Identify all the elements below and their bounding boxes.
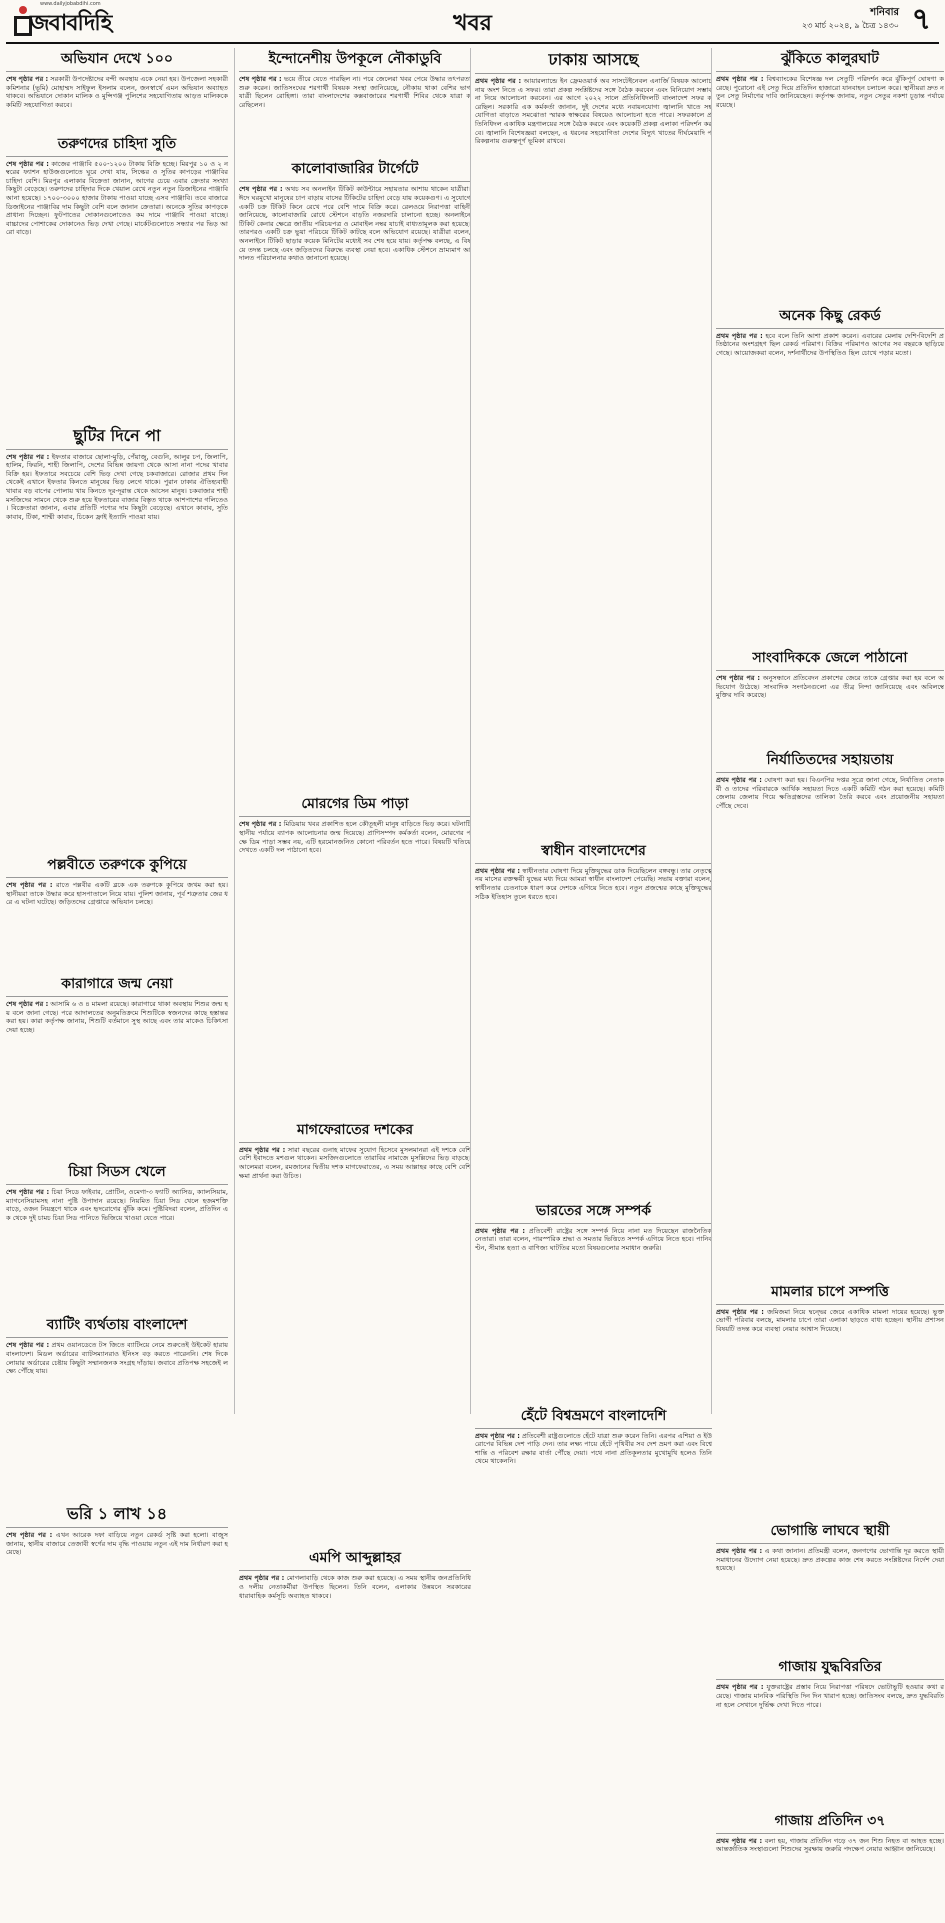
continuation-label: শেষ পৃষ্ঠার পর : xyxy=(239,820,282,829)
article xyxy=(6,48,228,127)
continuation-label: প্রথম পৃষ্ঠার পর : xyxy=(716,75,764,83)
article xyxy=(475,840,712,1194)
article-text: রাতে পল্লবীর একটি ব্লকে এক তরুণকে কুপিয়ে জখম করা হয়। স্থানীয়রা তাকে উদ্ধার করে হাসপাতালে নিয়ে যায়। পুলিশ জানায়, পূর্ব শত্রুতার জের ধরে এ ঘটনা ঘটেছে। জড়িতদের গ্রেপ্তারে অভিযান চলছে। xyxy=(6,881,228,907)
article-columns xyxy=(6,48,944,1854)
continuation-label: প্রথম পৃষ্ঠার পর : xyxy=(716,775,762,784)
article-text: এখন আরেক দফা বাড়িয়ে নতুন রেকর্ড সৃষ্টি করা হলো। বাজুস জানায়, স্থানীয় বাজারে তেজাবী স্বর্ণের দাম বৃদ্ধি পাওয়ায় নতুন এই দাম নির্ধারণ করা হয়েছে। xyxy=(6,1531,228,1557)
masthead xyxy=(6,0,939,44)
continuation-label: প্রথম পৃষ্ঠার পর : xyxy=(716,1547,763,1556)
article-headline[interactable]: মোরগের ডিম পাড়া xyxy=(239,793,471,817)
continuation-label: শেষ পৃষ্ঠার পর : xyxy=(716,674,761,683)
article xyxy=(6,1502,228,1600)
article-text: হবে বলে তিনি আশা প্রকাশ করেন। এবারের মেলায় দেশি-বিদেশি প্রতিষ্ঠানের অংশগ্রহণ ছিল রেকর্ড পরিমাণ। বিক্রির পরিমাণও আগের সব বছরকে ছাড়িয়ে গেছে। আয়োজকরা বলেন, দর্শনার্থীদের উপস্থিতিও ছিল চোখে পড়ার মতো। xyxy=(716,331,944,357)
article-text: মিডিয়ায় খবর প্রকাশিত হলে কৌতূহলী মানুষ বাড়িতে ভিড় করে। ঘটনাটি স্থানীয় পর্যায়ে ব্যাপক আলোচনার জন্ম দিয়েছে। প্রাণিসম্পদ কর্মকর্তা বলেন, মোরগের পক্ষে ডিম পাড়া সম্ভব নয়, এটি হরমোনজনিত কোনো পরিবর্তন হতে পারে। বিষয়টি খতিয়ে দেখতে একটি দল পাঠানো হবে। xyxy=(239,820,471,855)
article-body xyxy=(716,332,944,642)
article xyxy=(475,48,712,834)
article-text: আসামি ৬ ও ৪ মামলা রয়েছে। কারাগারে থাকা অবস্থায় শিশুর জন্ম হয় বলে জানা গেছে। পরে আদালতের অনুমতিক্রমে শিশুটিকে স্বজনদের কাছে হস্তান্তর করা হয়। কারা কর্তৃপক্ষ জানায়, শিশুটি বর্তমানে সুস্থ আছে এবং তার মাকেও চিকিৎসা দেয়া হচ্ছে। xyxy=(6,1000,228,1034)
article xyxy=(6,854,228,967)
article xyxy=(6,1314,228,1496)
continuation-label: শেষ পৃষ্ঠার পর : xyxy=(6,1187,50,1196)
article-headline[interactable]: তরুণদের চাহিদা সুতি xyxy=(6,133,228,157)
article-headline[interactable]: ভরি ১ লাখ ১৪ xyxy=(6,1502,228,1528)
article-body xyxy=(716,1308,944,1514)
article xyxy=(716,749,944,1275)
article-body xyxy=(475,867,712,1194)
article-body xyxy=(239,1574,471,1677)
article-body xyxy=(239,820,471,1112)
article-text: স্বাধীনতার ঘোষণা দিয়ে মুক্তিযুদ্ধের ডাক দিয়েছিলেন বঙ্গবন্ধু। তার নেতৃত্বে নয় মাসের রক্তক্ষয়ী যুদ্ধের মধ্য দিয়ে আমরা স্বাধীন বাংলাদেশ পেয়েছি। সভায় বক্তারা বলেন, স্বাধীনতার চেতনাকে ধারণ করে দেশকে এগিয়ে নিতে হবে। নতুন প্রজন্মের কাছে মুক্তিযুদ্ধের সঠিক ইতিহাস তুলে ধরতে হবে। xyxy=(475,866,712,901)
article-body xyxy=(716,1837,944,1923)
article-headline[interactable]: সাংবাদিককে জেলে পাঠানো xyxy=(716,647,944,671)
column-3 xyxy=(470,48,713,1466)
article xyxy=(716,48,944,299)
issue-date: ২৩ মার্চ ২০২৪, ৯ চৈত্র ১৪৩০ xyxy=(802,21,899,30)
column-2 xyxy=(234,48,472,1600)
article xyxy=(239,793,471,1112)
article-headline[interactable]: ঝুঁকিতে কালুরঘাট xyxy=(716,48,944,72)
article xyxy=(6,424,228,849)
article-headline[interactable]: ব্যাটিং ব্যর্থতায় বাংলাদেশ xyxy=(6,1314,228,1338)
article-body xyxy=(239,185,471,787)
article-headline[interactable]: নির্যাতিতদের সহায়তায় xyxy=(716,749,944,773)
article-text: বিশ্বব্যাংকের বিশেষজ্ঞ দল সেতুটি পরিদর্শন করে ঝুঁকিপূর্ণ ঘোষণা করেছে। পুরোনো এই সেতু দিয়ে প্রতিদিন হাজারো যানবাহন চলাচল করে। স্থানীয়রা দ্রুত নতুন সেতু নির্মাণের দাবি জানিয়েছেন। কর্তৃপক্ষ জানায়, নতুন সেতুর নকশা চূড়ান্ত পর্যায়ে রয়েছে। xyxy=(716,75,944,109)
article-headline[interactable]: ইন্দোনেশীয় উপকূলে নৌকাডুবি xyxy=(239,48,471,72)
article-text: যুক্তরাষ্ট্রের প্রস্তাব নিয়ে নিরাপত্তা পরিষদে ভোটাভুটি হওয়ার কথা রয়েছে। গাজায় মানবিক পরিস্থিতি দিন দিন খারাপ হচ্ছে। জাতিসংঘ বলছে, দ্রুত যুদ্ধবিরতি না হলে সেখানে দুর্ভিক্ষ দেখা দিতে পারে। xyxy=(716,1683,944,1709)
article-headline[interactable]: কালোবাজারির টার্গেটে xyxy=(239,158,471,182)
article-body xyxy=(6,1188,228,1308)
article-headline[interactable]: চিয়া সিডস খেলে xyxy=(6,1161,228,1185)
article xyxy=(6,973,228,1155)
article xyxy=(239,48,471,152)
article xyxy=(6,133,228,418)
continuation-label: প্রথম পৃষ্ঠার পর : xyxy=(716,331,763,340)
article xyxy=(716,647,944,743)
continuation-label: শেষ পৃষ্ঠার পর : xyxy=(239,185,283,194)
article-text: ইফতার বাজারে ছোলা-মুড়ি, পেঁয়াজু, বেগুনি, আলুর চপ, জিলাপি, হালিম, ফিরনি, শাহী জিলাপি, দেশের বিভিন্ন জায়গা থেকে আসা নানা পদের খাবার বিক্রি হয়। ইফতারে সবচেয়ে বেশি ভিড় দেখা গেছে চকবাজারে। রোজার প্রথম দিন থেকেই এখানে ইফতার কিনতে মানুষের ভিড় লেগে থাকে। পুরান ঢাকার ঐতিহ্যবাহী খাবার বড় বাপের পোলায় খায় কিনতে দূর-দূরান্ত থেকে আসেন মানুষ। চকবাজার শাহী মসজিদের সামনে থেকে শুরু হয়ে ইফতারের বাজার বিস্তৃত থাকে আশপাশের গলিতেও। বিক্রেতারা জানান, এবার প্রতিটি পণ্যের দাম কিছুটা বেড়েছে। এখানে কাবাব, সুতি কাবাব, টিকা, শাম্মী কাবাব, চিকেন ফ্রাই ইত্যাদি পাওয়া যায়। xyxy=(6,452,228,521)
logo-text: জবাবদিহি xyxy=(30,11,112,36)
page-number: ৭ xyxy=(911,2,931,37)
continuation-label: শেষ পৃষ্ঠার পর : xyxy=(6,881,53,890)
continuation-label: শেষ পৃষ্ঠার পর : xyxy=(6,1000,49,1009)
continuation-label: শেষ পৃষ্ঠার পর : xyxy=(6,159,49,168)
article-text: চিয়া সিডে ফাইবার, প্রোটিন, ওমেগা-৩ ফ্যাটি অ্যাসিড, ক্যালসিয়াম, ম্যাগনেসিয়ামসহ নানা পুষ্টি উপাদান রয়েছে। নিয়মিত চিয়া সিড খেলে হজমশক্তি বাড়ে, ওজন নিয়ন্ত্রণে থাকে এবং হৃদরোগের ঝুঁকি কমে। পুষ্টিবিদরা বলেন, প্রতিদিন এক থেকে দুই চামচ চিয়া সিড পানিতে ভিজিয়ে খাওয়া যেতে পারে। xyxy=(6,1187,228,1222)
section-title: খবর xyxy=(453,11,492,36)
article-text: প্রতিবেশী রাষ্ট্রের সঙ্গে সম্পর্ক নিয়ে নানা মত দিয়েছেন রাজনৈতিক নেতারা। তারা বলেন, পারস্পরিক শ্রদ্ধা ও সমতার ভিত্তিতে সম্পর্ক এগিয়ে নিতে হবে। পানিবণ্টন, সীমান্ত হত্যা ও বাণিজ্য ঘাটতির মতো বিষয়গুলোর সমাধান জরুরি। xyxy=(475,1226,712,1252)
article-body xyxy=(716,674,944,743)
article-body xyxy=(716,1547,944,1650)
article-text: ঘোষণা করা হয়। বিএনপির দপ্তর সূত্রে জানা গেছে, নির্যাতিত নেতাকর্মী ও তাদের পরিবারকে আর্থিক সহায়তা দিতে একটি কমিটি গঠন করা হয়েছে। কমিটি জেলায় জেলায় গিয়ে ক্ষতিগ্রস্তদের তালিকা তৈরি করবে এবং প্রয়োজনীয় সহায়তা পৌঁছে দেবে। xyxy=(716,775,944,810)
continuation-label: প্রথম পৃষ্ঠার পর : xyxy=(716,1307,764,1316)
article-headline[interactable]: হেঁটে বিশ্বভ্রমণে বাংলাদেশি xyxy=(475,1405,712,1429)
article xyxy=(475,1405,712,1776)
article-text: এ কথা জানান। প্রতিমন্ত্রী বলেন, জনগণের ভোগান্তি দূর করতে স্থায়ী সমাধানের উদ্যোগ নেয়া হয়েছে। দ্রুত প্রকল্পের কাজ শেষ করতে সংশ্লিষ্টদের নির্দেশ দেয়া হয়েছে। xyxy=(716,1547,944,1573)
article xyxy=(6,1161,228,1308)
article-text: মোগলাবাড়ি থেকে কাজ শুরু করা হয়েছে। এ সময় স্থানীয় জনপ্রতিনিধি ও দলীয় নেতাকর্মীরা উপস্থিত ছিলেন। তিনি বলেন, এলাকার উন্নয়নে সরকারের ধারাবাহিক কর্মসূচি অব্যাহত থাকবে। xyxy=(239,1574,471,1600)
article-body xyxy=(475,1432,712,1776)
article-headline[interactable]: গাজায় প্রতিদিন ৩৭ xyxy=(716,1810,944,1834)
article-headline[interactable]: অনেক কিছু রেকর্ড xyxy=(716,305,944,329)
article xyxy=(475,1200,712,1399)
article-body xyxy=(6,1531,228,1600)
article-text: সারা বছরের গুনাহ মাফের সুযোগ হিসেবে মুসলমানরা এই দশকে বেশি বেশি ইবাদতে মশগুল থাকেন। মসজিদগুলোতে তারাবির নামাজে মুসল্লিদের ভিড় বাড়ছে। আলেমরা বলেন, রমজানের দ্বিতীয় দশক মাগফেরাতের, এ সময় আল্লাহর কাছে বেশি বেশি ক্ষমা প্রার্থনা করা উচিত। xyxy=(239,1145,472,1180)
article-text: সরকারী উপদেষ্টাদের বন্দী অবস্থায় একে নেয়া হয়। উপজেলা সহকারী কমিশনার (ভূমি) মোহাম্মদ সাইফুল ইসলাম বলেন, জনস্বার্থে এমন অভিযান অব্যাহত থাকবে। অভিযানে দোকান মালিক ও মুন্সিগঞ্জ পুলিশের সহযোগিতায় আড়ত মালিককে কমিটি সহযোগিতা করবে। xyxy=(6,75,229,109)
article-text: প্রতিবেশী রাষ্ট্রগুলোতে হেঁটে যাত্রা শুরু করেন তিনি। এরপর এশিয়া ও ইউরোপের বিভিন্ন দেশ পাড়ি দেন। তার লক্ষ্য পায়ে হেঁটে পৃথিবীর সব দেশ ভ্রমণ করা এবং বিশ্বে শান্তি ও পরিবেশ রক্ষার বার্তা পৌঁছে দেয়া। পথে নানা প্রতিকূলতার মুখোমুখি হলেও তিনি থেমে থাকেননি। xyxy=(475,1431,713,1466)
article-text: অথচ সব অনলাইন টিকিট কাউন্টারে সহায়তার আশায় থাকেন যাত্রীরা। ঈদে ঘরমুখো মানুষের চাপ বাড়ায় বাসের টিকিটের চাহিদা বেড়ে যায় কয়েকগুণ। এ সুযোগে একটি চক্র টিকিট কিনে রেখে পরে বেশি দামে বিক্রি করে। রেলওয়ে নিরাপত্তা বাহিনী জানিয়েছে, কালোবাজারি রোধে স্টেশনে বাড়তি নজরদারি চালানো হচ্ছে। অনলাইনে টিকিট কেনার ক্ষেত্রে জাতীয় পরিচয়পত্র ও মোবাইল নম্বর যাচাই বাধ্যতামূলক করা হয়েছে। তারপরও একটি চক্র ভুয়া পরিচয়ে টিকিট কাটছে বলে অভিযোগ রয়েছে। যাত্রীরা বলেন, অনলাইনে টিকিট ছাড়ার কয়েক মিনিটের মধ্যেই সব শেষ হয়ে যায়। কর্তৃপক্ষ বলছে, এ বিষয়ে তদন্ত চলছে এবং জড়িতদের বিরুদ্ধে ব্যবস্থা নেয়া হবে। একাধিক স্টেশনে ভ্রাম্যমাণ আদালত পরিচালনার কথাও জানানো হয়েছে। xyxy=(239,185,471,263)
article xyxy=(716,1281,944,1514)
column-1 xyxy=(6,48,229,1557)
article-headline[interactable]: গাজায় যুদ্ধবিরতির xyxy=(716,1656,944,1680)
continuation-label: শেষ পৃষ্ঠার পর : xyxy=(239,75,282,83)
article-body xyxy=(6,453,228,849)
article-body xyxy=(475,1227,712,1399)
article-headline[interactable]: এমপি আব্দুল্লাহর xyxy=(239,1547,471,1571)
date-block xyxy=(802,6,899,32)
article-headline[interactable]: ঢাকায় আসছে xyxy=(475,48,712,74)
article-body xyxy=(6,881,228,967)
continuation-label: প্রথম পৃষ্ঠার পর : xyxy=(716,1836,763,1845)
article-body xyxy=(475,77,712,834)
article-headline[interactable]: স্বাধীন বাংলাদেশের xyxy=(475,840,712,864)
column-4 xyxy=(711,48,944,1854)
article xyxy=(716,1810,944,1923)
article xyxy=(716,1520,944,1650)
article-body xyxy=(716,75,944,299)
article xyxy=(239,158,471,787)
article-body xyxy=(6,160,228,418)
continuation-label: শেষ পৃষ্ঠার পর : xyxy=(6,452,50,461)
continuation-label: প্রথম পৃষ্ঠার পর : xyxy=(239,1145,286,1154)
article-headline[interactable]: মাগফেরাতের দশকের xyxy=(239,1119,471,1143)
article-text: কাজের পাঞ্জাবি ৫০০-১২০০ টাকায় বিক্রি হচ্ছে। মিরপুর ১০ ও ২ নম্বরের ফ্যাশন হাউজগুলোতে ঘুরে দেখা যায়, সিল্কের ও সুতির কাপড়ের পাঞ্জাবির চাহিদা বেশি। মিরপুর এলাকার বিক্রেতা জানান, আগের চেয়ে এবার ক্রেতার সংখ্যা কিছুটা বেড়েছে। তরুণদের চাহিদার দিকে খেয়াল রেখে নতুন নতুন ডিজাইনের পাঞ্জাবি আনা হয়েছে। ১৭০০-৩০০০ হাজার টাকায় পাওয়া যাচ্ছে এসব পাঞ্জাবি। তবে বাজারে ডিজাইনের পাঞ্জাবির দাম কিছুটা বেশি বলে জানান ক্রেতারা। অনেকে সুতির কাপড়কে প্রাধান্য দিচ্ছেন। ফুটপাতের দোকানগুলোতেও কম দামে পাঞ্জাবি পাওয়া যাচ্ছে। বাচ্চাদের পোশাকের দোকানেও ভিড় দেখা গেছে। মার্কেটগুলোতে সন্ধ্যার পর ভিড় আরো বাড়ে। xyxy=(6,159,229,237)
article-body xyxy=(716,776,944,1275)
continuation-label: শেষ পৃষ্ঠার পর : xyxy=(6,1531,53,1540)
continuation-label: প্রথম পৃষ্ঠার পর : xyxy=(475,1226,525,1235)
article-headline[interactable]: মামলার চাপে সম্পত্তি xyxy=(716,1281,944,1305)
article-body xyxy=(6,75,228,127)
continuation-label: প্রথম পৃষ্ঠার পর : xyxy=(239,1574,285,1583)
article-body xyxy=(716,1683,944,1803)
continuation-label: প্রথম পৃষ্ঠার পর : xyxy=(716,1683,764,1692)
article-body xyxy=(6,1000,228,1155)
article xyxy=(239,1547,471,1677)
continuation-label: প্রথম পৃষ্ঠার পর : xyxy=(475,866,521,875)
article-body xyxy=(239,75,471,152)
continuation-label: প্রথম পৃষ্ঠার পর : xyxy=(475,1431,520,1440)
article xyxy=(716,1656,944,1803)
article-text: ভয়ে তীরে যেতে পারছিল না। পরে জেলেরা খবর পেয়ে উদ্ধার তৎপরতা শুরু করেন। জাতিসংঘের শরণার্থী বিষয়ক সংস্থা জানিয়েছে, নৌকায় থাকা বেশির ভাগ যাত্রী ছিলেন রোহিঙ্গা। তারা বাংলাদেশের কক্সবাজারের শরণার্থী শিবির থেকে যাত্রা করেছিলেন। xyxy=(239,75,471,109)
article-text: আয়ারল্যান্ডে ইন ফ্রেমওয়ার্ক অব সাসটেইনেবল এনার্জি বিষয়ক আলোচনায় অংশ নিতে এ সফর। তারা প্রকল্প সংশ্লিষ্টদের সঙ্গে বৈঠক করবেন এবং বিনিয়োগ সম্ভাবনা নিয়ে আলোচনা করবেন। এর আগে ২০২২ সালে প্রতিনিধিদলটি বাংলাদেশ সফর করেছিল। সরকারি এক কর্মকর্তা জানান, দুই দেশের মধ্যে নবায়নযোগ্য জ্বালানি খাতে সহযোগিতা বাড়াতে সমঝোতা স্মারক স্বাক্ষরের বিষয়েও আলোচনা হতে পারে। সফরকালে প্রতিনিধিদল একাধিক মন্ত্রণালয়ের সঙ্গে বৈঠক করবে এবং কয়েকটি প্রকল্প এলাকা পরিদর্শন করবে। জ্বালানি বিশেষজ্ঞরা বলছেন, এ ধরনের সহযোগিতা দেশের বিদ্যুৎ খাতের দীর্ঘমেয়াদি পরিকল্পনায় গুরুত্বপূর্ণ ভূমিকা রাখবে। xyxy=(475,77,712,146)
article-headline[interactable]: ভোগান্তি লাঘবে স্থায়ী xyxy=(716,1520,944,1544)
continuation-label: প্রথম পৃষ্ঠার পর : xyxy=(475,77,522,85)
article-text: বলা হয়, গাজায় প্রতিদিন গড়ে ৩৭ জন শিশু নিহত বা আহত হচ্ছে। আন্তর্জাতিক সংস্থাগুলো শিশুদের সুরক্ষায় জরুরি পদক্ষেপ নেয়ার আহ্বান জানিয়েছে। xyxy=(716,1836,944,1854)
article xyxy=(716,305,944,642)
article-headline[interactable]: কারাগারে জন্ম নেয়া xyxy=(6,973,228,997)
continuation-label: শেষ পৃষ্ঠার পর : xyxy=(6,75,49,83)
article-headline[interactable]: অভিযান দেখে ১০০ xyxy=(6,48,228,72)
article-headline[interactable]: পল্লবীতে তরুণকে কুপিয়ে xyxy=(6,854,228,878)
article-text: জমিজমা নিয়ে দ্বন্দ্বের জেরে একাধিক মামলা দায়ের হয়েছে। ভুক্তভোগী পরিবার বলছে, মামলার চাপে তারা এলাকা ছাড়তে বাধ্য হচ্ছেন। স্থানীয় প্রশাসন বিষয়টি তদন্ত করে ব্যবস্থা নেয়ার আশ্বাস দিয়েছে। xyxy=(716,1307,944,1333)
continuation-label: শেষ পৃষ্ঠার পর : xyxy=(6,1341,50,1350)
article-headline[interactable]: ছুটির দিনে পা xyxy=(6,424,228,450)
article xyxy=(239,1119,471,1542)
logo-web-address: www.dailyjobabdihi.com xyxy=(40,1,101,7)
article-text: প্রথম ওয়ানডেতে টস জিতে ব্যাটিংয়ে নেমে শুরুতেই উইকেট হারায় বাংলাদেশ। মিডল অর্ডারের ব্যাটসম্যানরাও ইনিংস বড় করতে পারেননি। শেষ দিকে লোয়ার অর্ডারের চেষ্টায় কিছুটা সম্মানজনক সংগ্রহ দাঁড়ায়। জবাবে প্রতিপক্ষ সহজেই লক্ষ্যে পৌঁছে যায়। xyxy=(6,1341,228,1376)
article-headline[interactable]: ভারতের সঙ্গে সম্পর্ক xyxy=(475,1200,712,1224)
article-body xyxy=(239,1146,471,1542)
article-body xyxy=(6,1341,228,1496)
article-text: অনুসন্ধানে প্রতিবেদন প্রকাশের জেরে তাকে গ্রেপ্তার করা হয় বলে অভিযোগ উঠেছে। সাংবাদিক সংগঠনগুলো এর তীব্র নিন্দা জানিয়েছে এবং অবিলম্বে মুক্তির দাবি করেছে। xyxy=(716,674,944,700)
weekday: শনিবার xyxy=(870,7,899,18)
